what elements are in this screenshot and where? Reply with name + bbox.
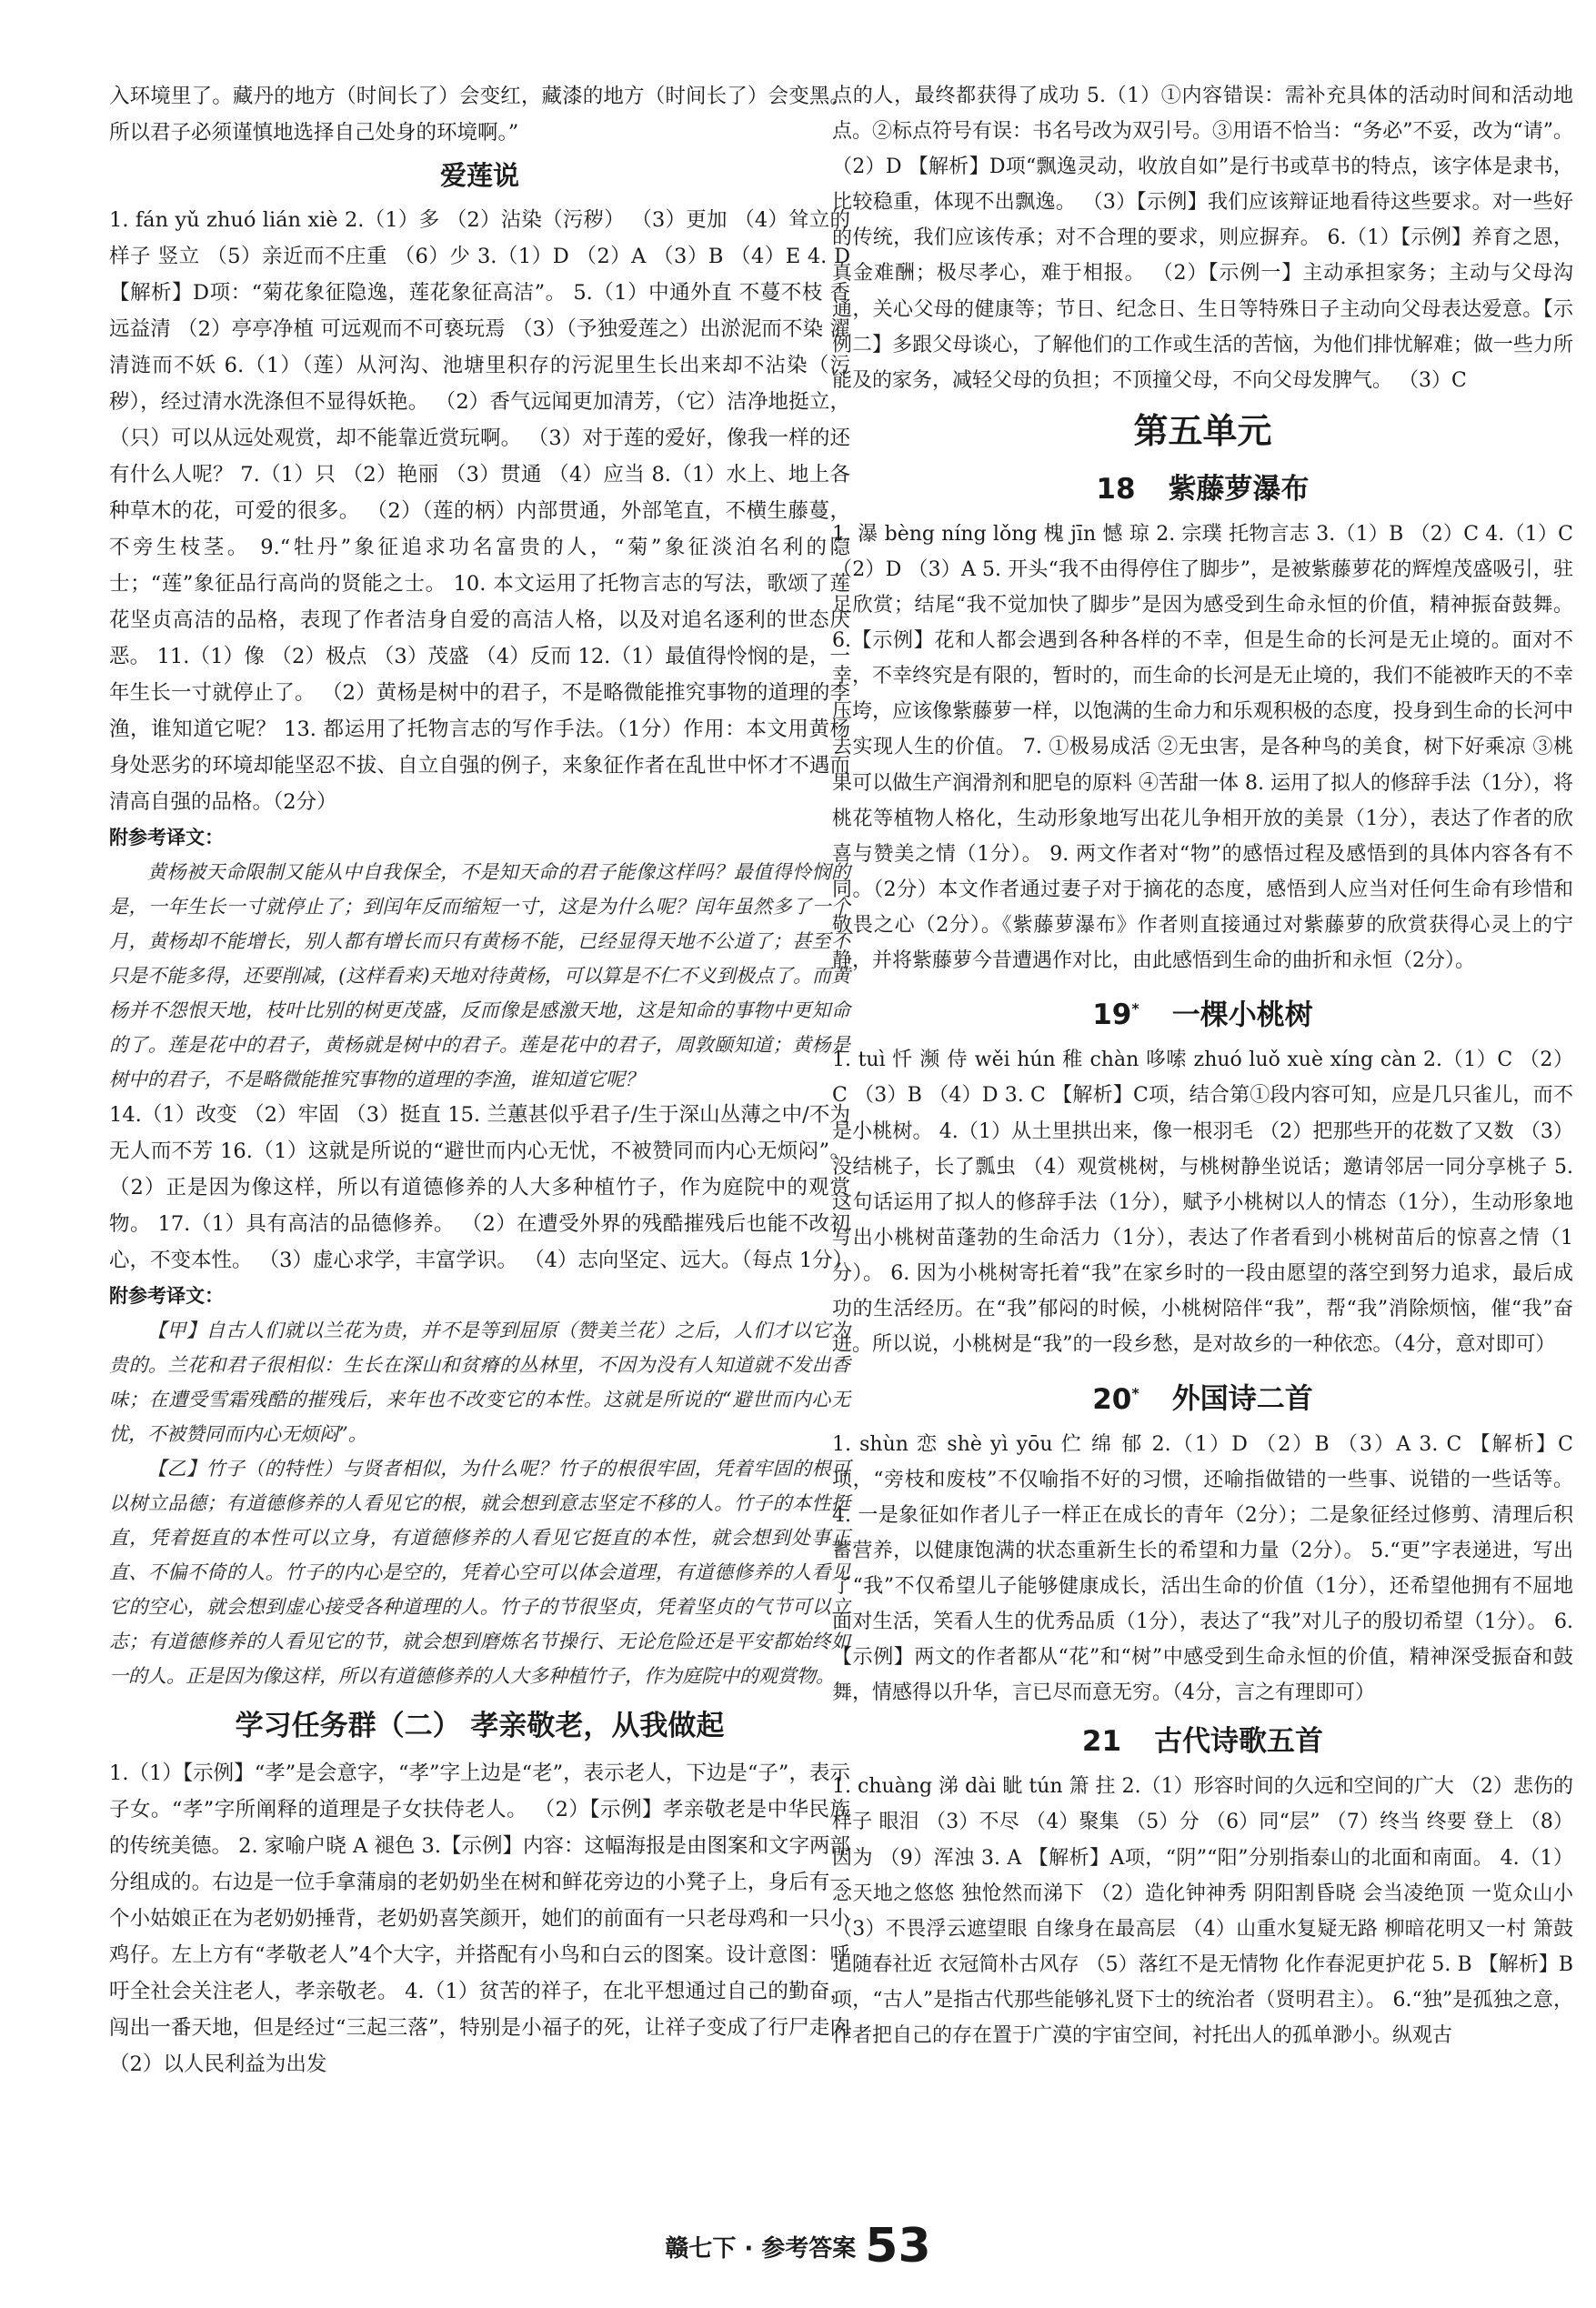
footer-label: 赣七下 · 参考答案 <box>665 2235 857 2263</box>
answers-task-group-continued: 点的人，最终都获得了成功 5.（1）①内容错误：需补充具体的活动时间和活动地点。②标点符号有误：书名号改为双引号。③用语不恰当：“务必”不妥，改为“请”。 （2）D 【解析】D项“飘逸灵动，收放自如”是行书或草书的特点，该字体是隶书，比较稳重，体现不出飘逸。 （3）【示例】我们应该辩证地看待这些要求。对一些好的传统，我们应该传承；对不合理的要求，则应摒弃。 6.（1）【示例】养育之恩，真金难酬；极尽孝心，难于相报。 （2）【示例一】主动承担家务；主动与父母沟通，关心父母的健康等；节日、纪念日、生日等特殊日子主动向父母表达爱意。【示例二】多跟父母谈心，了解他们的工作或生活的苦恼，为他们排忧解难；做一些力所能及的家务，减轻父母的负担；不顶撞父母，不向父母发脾气。 （3）C <box>832 85 1573 392</box>
right-column <box>832 78 1573 2053</box>
lesson-name: 古代诗歌五首 <box>1154 1725 1324 1759</box>
answers-lesson-18: 1. 瀑 bèng níng lǒng 槐 jīn 憾 琼 2. 宗璞 托物言志 3.（1）B （2）C 4.（1）C （2）D （3）A 5. 开头“我不由得停住了脚步”，是被紫藤萝花的辉煌茂盛吸引，驻足欣赏；结尾“我不觉加快了脚步”是因为感受到生命永恒的价值，精神振奋鼓舞。 6.【示例】花和人都会遇到各种各样的不幸，但是生命的长河是无止境的。面对不幸，不幸终究是有限的，暂时的，而生命的长河是无止境的，我们不能被昨天的不幸压垮，应该像紫藤萝一样，以饱满的生命力和乐观积极的态度，投身到生命的长河中去实现人生的价值。 7. ①极易成活 ②无虫害，是各种鸟的美食，树下好乘凉 ③桃果可以做生产润滑剂和肥皂的原料 ④苦甜一体 8. 运用了拟人的修辞手法（1分），将桃花等植物人格化，生动形象地写出花儿争相开放的美景（1分），表达了作者的欣喜与赞美之情（1分）。 9. 两文作者对“物”的感悟过程及感悟到的具体内容各有不同。（2分）本文作者通过妻子对于摘花的态度，感悟到人应当对任何生命有珍惜和敬畏之心（2分）。《紫藤萝瀑布》作者则直接通过对紫藤萝的欣赏获得心灵上的宁静，并将紫藤萝今昔遭遇作对比，由此感悟到生命的曲折和永恒（2分）。 <box>832 522 1573 972</box>
section-title-ailianshuo: 爱莲说 <box>439 160 519 191</box>
answers-ailianshuo: 1. fán yǔ zhuó lián xiè 2.（1）多 （2）沾染（污秽） （3）更加 （4）耸立的样子 竖立 （5）亲近而不庄重 （6）少 3.（1）D （2）A （3）B （4）E 4. D 【解析】D项：“菊花象征隐逸，莲花象征高洁”。 5.（1）中通外直 不蔓不枝 香远益清 （2）亭亭净植 可远观而不可亵玩焉 （3）（予独爱莲之）出淤泥而不染 濯清涟而不妖 6.（1）（莲）从河沟、池塘里积存的污泥里生长出来却不沾染（污秽），经过清水洗涤但不显得妖艳。 （2）香气远闻更加清芳，（它）洁净地挺立，（只）可以从远处观赏，却不能靠近赏玩啊。 （3）对于莲的爱好，像我一样的还有什么人呢？ 7.（1）只 （2）艳丽 （3）贯通 （4）应当 8.（1）水上、地上各种草木的花，可爱的很多。 （2）（莲的柄）内部贯通，外部笔直，不横生藤蔓，不旁生枝茎。 9.“牡丹”象征追求功名富贵的人，“菊”象征淡泊名利的隐士；“莲”象征品行高尚的贤能之士。 10. 本文运用了托物言志的写法，歌颂了莲花坚贞高洁的品格，表现了作者洁身自爱的高洁人格，以及对追名逐利的世态厌恶。 11.（1）像 （2）极点 （3）茂盛 （4）反而 12.（1）最值得怜悯的是，一年生长一寸就停止了。 （2）黄杨是树中的君子，不是略微能推究事物的道理的李渔，谁知道它呢？ 13. 都运用了托物言志的写作手法。（1分）作用：本文用黄杨身处恶劣的环境却能坚忍不拔、自立自强的例子，来象征作者在乱世中怀才不遇而清高自强的品格。（2分） <box>109 208 850 814</box>
lesson-18-title <box>832 464 1573 515</box>
lesson-number: 19* <box>1092 998 1139 1032</box>
lesson-number: 21 <box>1081 1725 1122 1759</box>
lesson-20-title <box>832 1368 1573 1424</box>
answers-ailianshuo-2: 14.（1）改变 （2）牢固 （3）挺直 15. 兰蕙甚似乎君子/生于深山丛薄之中/不为无人而不芳 16.（1）这就是所说的“避世而内心无忧，不被赞同而内心无烦闷”。 （2）正是因为像这样，所以有道德修养的人大多种植竹子，作为庭院中的观赏物。 17.（1）具有高洁的品德修养。 （2）在遭受外界的残酷摧残后也能不改初心，不变本性。 （3）虚心求学，丰富学识。 （4）志向坚定、远大。（每点 1分） <box>109 1103 854 1272</box>
translation-yi: 【乙】竹子（的特性）与贤者相似，为什么呢？竹子的根很牢固，凭着牢固的根可以树立品德；有道德修养的人看见它的根，就会想到意志坚定不移的人。竹子的本性挺直，凭着挺直的本性可以立身，有道德修养的人看见它挺直的本性，就会想到处事正直、不偏不倚的人。竹子的内心是空的，凭着心空可以体会道理，有道德修养的人看见它的空心，就会想到虚心接受各种道理的人。竹子的节很坚贞，凭着坚贞的气节可以立志；有道德修养的人看见它的节，就会想到磨炼名节操行、无论危险还是平安都始终如一的人。正是因为像这样，所以有道德修养的人大多种植竹子，作为庭院中的观赏物。 <box>109 1458 850 1687</box>
optional-star: * <box>1131 1384 1139 1402</box>
lesson-name: 一棵小桃树 <box>1171 998 1313 1032</box>
lesson-21-title <box>832 1716 1573 1767</box>
answers-lesson-21: 1. chuàng 涕 dài 眦 tún 箫 拄 2.（1）形容时间的久远和空间的广大 （2）悲伤的样子 眼泪 （3）不尽 （4）聚集 （5）分 （6）同“层” （7）终当 终要 登上 （8）因为 （9）浑浊 3. A 【解析】A项，“阴”“阳”分别指泰山的北面和南面。 4.（1）念天地之悠悠 独怆然而涕下 （2）造化钟神秀 阴阳割昏晓 会当凌绝顶 一览众山小 （3）不畏浮云遮望眼 自缘身在最高层 （4）山重水复疑无路 柳暗花明又一村 箫鼓追随春社近 衣冠简朴古风存 （5）落红不是无情物 化作春泥更护花 5. B 【解析】B项，“古人”是指古代那些能够礼贤下士的统治者（贤明君主）。 6.“独”是孤独之意，作者把自己的存在置于广漠的宇宙空间，衬托出人的孤单渺小。纵观古 <box>832 1775 1573 2047</box>
lesson-19-title <box>832 984 1573 1040</box>
page-number: 53 <box>865 2219 931 2273</box>
lesson-number: 18 <box>1096 472 1136 506</box>
page-footer <box>0 2219 1596 2273</box>
lesson-number: 20* <box>1092 1382 1139 1416</box>
lesson-name: 外国诗二首 <box>1171 1382 1313 1416</box>
left-column <box>109 78 854 2082</box>
translation-huangyang: 黄杨被天命限制又能从中自我保全，不是知天命的君子能像这样吗？最值得怜悯的是，一年生长一寸就停止了；到闰年反而缩短一寸，这是为什么呢？闰年虽然多了一个月，黄杨却不能增长，别人都有增长而只有黄杨不能，已经显得天地不公道了；甚至不只是不能多得，还要削减，(这样看来)天地对待黄杨，可以算是不仁不义到极点了。而黄杨并不怨恨天地，枝叶比别的树更茂盛，反而像是感激天地，这是知命的事物中更知命的了。莲是花中的君子，黄杨就是树中的君子。莲是花中的君子，周敦颐知道；黄杨是树中的君子，不是略微能推究事物的道理的李渔，谁知道它呢？ <box>109 861 850 1090</box>
section-title-task-group: 学习任务群（二） 孝亲敬老，从我做起 <box>235 1710 725 1742</box>
intro-text: 入环境里了。藏丹的地方（时间长了）会变红，藏漆的地方（时间长了）会变黑。所以君子必须谨慎地选择自己处身的环境啊。” <box>109 85 850 145</box>
answers-lesson-20: 1. shùn 恋 shè yì yōu 伫 绵 郁 2.（1）D （2）B （3）A 3. C 【解析】C项，“旁枝和废枝”不仅喻指不好的习惯，还喻指做错的一些事、说错的一些话等。 4. 一是象征如作者儿子一样正在成长的青年（2分）；二是象征经过修剪、清理后积蓄营养，以健康饱满的状态重新生长的希望和力量（2分）。 5.“更”字表递进，写出了“我”不仅希望儿子能够健康成长，活出生命的价值（1分），还希望他拥有不屈地面对生活，笑看人生的优秀品质（1分），表达了“我”对儿子的殷切希望（1分）。 6.【示例】两文的作者都从“花”和“树”中感受到生命永恒的价值，精神深受振奋和鼓舞，情感得以升华，言已尽而意无穷。（4分，言之有理即可） <box>832 1432 1573 1705</box>
appendix-label-2: 附参考译文： <box>109 1285 224 1307</box>
appendix-label: 附参考译文： <box>109 827 224 848</box>
translation-jia: 【甲】自古人们就以兰花为贵，并不是等到屈原（赞美兰花）之后，人们才以它为贵的。兰花和君子很相似：生长在深山和贫瘠的丛林里，不因为没有人知道就不发出香味；在遭受雪霜残酷的摧残后，来年也不改变它的本性。这就是所说的“避世而内心无忧，不被赞同而内心无烦闷”。 <box>109 1320 850 1445</box>
optional-star: * <box>1131 1000 1139 1019</box>
unit-title: 第五单元 <box>1133 410 1272 451</box>
answers-lesson-19: 1. tuì 忏 濒 侍 wěi hún 稚 chàn 哆嗦 zhuó luǒ xuè xíng càn 2.（1）C （2）C （3）B （4）D 3. C 【解析】C项，结合第①段内容可知，应是几只雀儿，而不是小桃树。 4.（1）从土里拱出来，像一根羽毛 （2）把那些开的花数了又数 （3）没结桃子，长了瓢虫 （4）观赏桃树，与桃树静坐说话；邀请邻居一同分享桃子 5. 这句话运用了拟人的修辞手法（1分），赋予小桃树以人的情态（1分），生动形象地写出小桃树苗蓬勃的生命活力（1分），表达了作者看到小桃树苗后的惊喜之情（1分）。 6. 因为小桃树寄托着“我”在家乡时的一段由愿望的落空到努力追求，最后成功的生活经历。在“我”郁闷的时候，小桃树陪伴“我”，帮“我”消除烦恼，催“我”奋进。所以说，小桃树是“我”的一段乡愁，是对故乡的一种依恋。（4分，意对即可） <box>832 1049 1573 1357</box>
answers-task-group: 1.（1）【示例】“孝”是会意字，“孝”字上边是“老”，表示老人，下边是“子”，表示子女。“孝”字所阐释的道理是子女扶侍老人。 （2）【示例】孝亲敬老是中华民族的传统美德。 2. 家喻户晓 A 褪色 3.【示例】内容：这幅海报是由图案和文字两部分组成的。右边是一位手拿蒲扇的老奶奶坐在树和鲜花旁边的小凳子上，身后有一个小姑娘正在为老奶奶捶背，老奶奶喜笑颜开，她们的前面有一只老母鸡和一只小鸡仔。左上方有“孝敬老人”4个大字，并搭配有小鸟和白云的图案。设计意图：呼吁全社会关注老人，孝亲敬老。 4.（1）贫苦的祥子，在北平想通过自己的勤奋，闯出一番天地，但是经过“三起三落”，特别是小福子的死，让祥子变成了行尸走肉 （2）以人民利益为出发 <box>109 1761 850 2076</box>
lesson-name: 紫藤萝瀑布 <box>1168 472 1310 506</box>
